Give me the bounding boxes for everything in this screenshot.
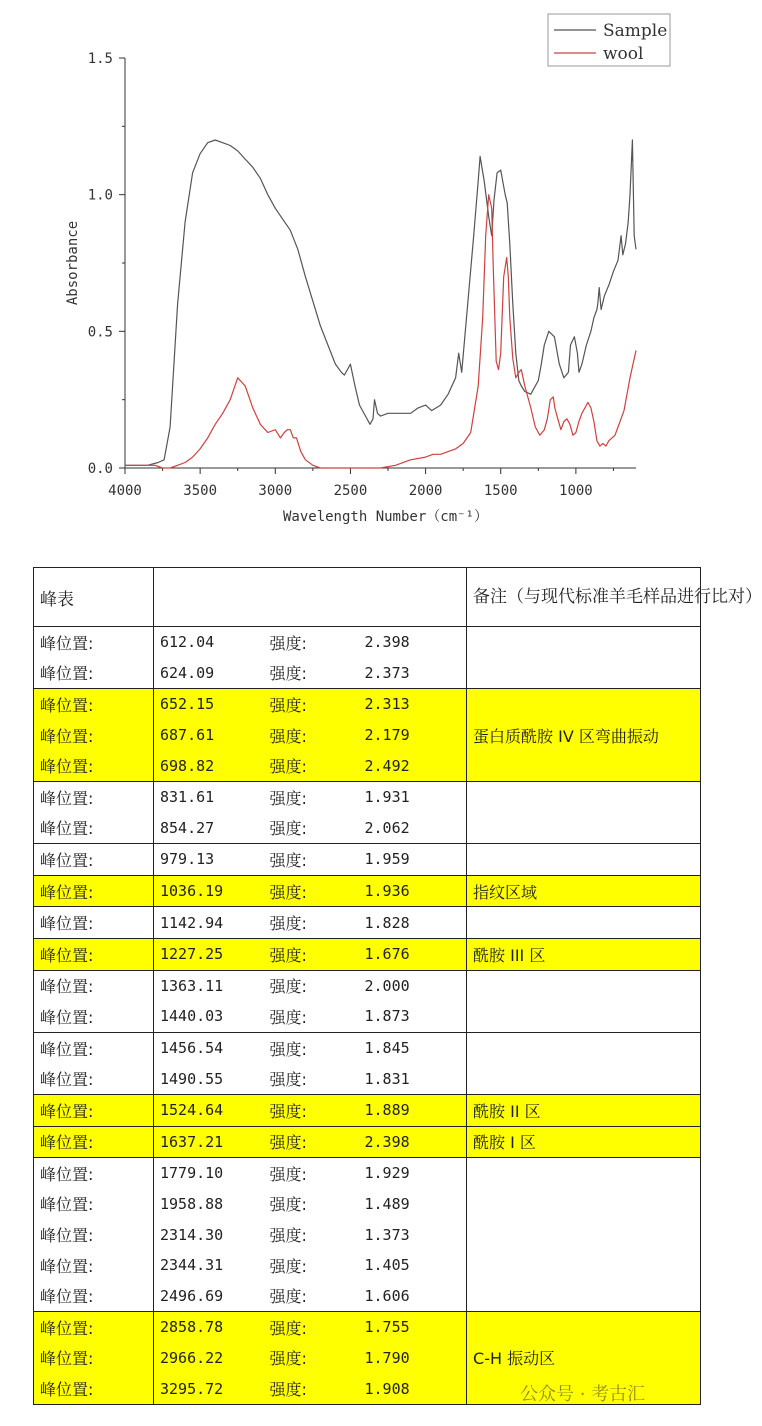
- note-cell: [467, 907, 701, 939]
- intensity-label: 强度:: [269, 1195, 307, 1215]
- peak-position-value: 1440.03: [160, 1007, 224, 1026]
- note-cell: 酰胺 II 区: [467, 1094, 701, 1126]
- peak-position-value: 1524.64: [154, 1094, 264, 1126]
- intensity-label: 强度:: [264, 844, 359, 876]
- intensity-label: 强度:: [264, 720, 359, 751]
- x-tick-label: 3500: [183, 483, 218, 499]
- y-tick-label: 0.5: [87, 324, 113, 341]
- peak-position-value: 979.13: [154, 844, 264, 876]
- peak-position-value: 2966.22: [154, 1343, 264, 1374]
- peak-position-label: 峰位置:: [34, 1280, 154, 1311]
- watermark: 公众号 · 考古汇: [520, 1384, 646, 1405]
- peak-position-label: 峰位置:: [34, 1094, 154, 1126]
- peak-position-value: 831.61: [154, 781, 264, 812]
- series-line-sample: [125, 140, 636, 465]
- x-tick-label: 1000: [559, 483, 593, 499]
- table-row: [34, 875, 701, 907]
- x-tick-label: 1500: [483, 483, 518, 499]
- table-header-row: [34, 568, 701, 627]
- peak-position-value: 1142.94: [154, 907, 264, 939]
- peak-position-label: 峰位置:: [34, 1312, 154, 1343]
- intensity-label: 强度:: [264, 1312, 359, 1343]
- peak-position-value: 1227.25: [154, 938, 264, 970]
- peak-position-value: 1456.54: [154, 1032, 264, 1063]
- intensity-label: 强度:: [264, 970, 359, 1001]
- peak-position-value: 652.15: [154, 689, 264, 720]
- intensity-value: 1.845: [359, 1032, 467, 1063]
- y-tick-label: 1.0: [87, 187, 113, 204]
- intensity-value: 2.313: [359, 689, 467, 720]
- legend-label-wool: wool: [603, 44, 644, 64]
- intensity-value: 2.492: [359, 750, 467, 781]
- peak-table-container: [33, 567, 762, 1405]
- intensity-label: 强度:: [264, 627, 359, 658]
- peak-position-label: 峰位置:: [34, 689, 154, 720]
- intensity-label: 强度:: [269, 1007, 307, 1027]
- intensity-value: 2.062: [359, 813, 467, 844]
- note-cell: [467, 970, 701, 1032]
- ftir-chart: [0, 0, 720, 540]
- series-line-wool: [125, 195, 636, 468]
- intensity-value: 1.908: [359, 1373, 467, 1404]
- peak-position-label: 峰位置:: [34, 1250, 154, 1281]
- y-tick-label: 0.0: [87, 461, 113, 477]
- peak-position-label: 峰位置:: [34, 1032, 154, 1063]
- intensity-value: 1.873: [359, 1001, 467, 1032]
- note-cell: [467, 1032, 701, 1094]
- x-axis-label: Wavelength Number（cm⁻¹）: [282, 509, 489, 525]
- peak-position-label: 峰位置:: [34, 938, 154, 970]
- intensity-value: 1.489: [359, 1189, 467, 1220]
- peak-position-label: 峰位置:: [34, 1158, 154, 1189]
- table-row: [34, 781, 701, 812]
- note-cell: [467, 1158, 701, 1312]
- note-header: 备注（与现代标准羊毛样品进行比对）: [467, 568, 701, 627]
- peak-position-value: 1490.55: [160, 1069, 224, 1088]
- peak-position-value: 1958.88: [160, 1194, 224, 1213]
- peak-position-label: 峰位置:: [34, 750, 154, 781]
- peak-position-value: 2344.31: [160, 1256, 224, 1275]
- intensity-label: 强度:: [264, 1032, 359, 1063]
- peak-position-label: 峰位置:: [34, 907, 154, 939]
- peak-position-label: 峰位置:: [34, 1189, 154, 1220]
- note-cell: [467, 627, 701, 689]
- intensity-label: 强度:: [264, 938, 359, 970]
- intensity-value: 1.831: [359, 1063, 467, 1094]
- intensity-value: 1.405: [359, 1250, 467, 1281]
- intensity-label: 强度:: [264, 1094, 359, 1126]
- intensity-value: 1.931: [359, 781, 467, 812]
- intensity-value: 1.606: [359, 1280, 467, 1311]
- header-blank-cell: [154, 568, 467, 627]
- intensity-value: 1.889: [359, 1094, 467, 1126]
- intensity-label: 强度:: [269, 664, 307, 684]
- chart-svg: [0, 0, 720, 540]
- x-tick-label: 4000: [108, 483, 142, 499]
- intensity-value: 2.373: [359, 658, 467, 689]
- note-cell: 酰胺 I 区: [467, 1126, 701, 1158]
- peak-position-value: 1779.10: [154, 1158, 264, 1189]
- note-cell: 酰胺 III 区: [467, 938, 701, 970]
- peak-position-label: 峰位置:: [34, 658, 154, 689]
- x-tick-label: 2500: [333, 483, 368, 499]
- peak-position-value: 624.09: [160, 663, 215, 682]
- peak-position-value: 1363.11: [154, 970, 264, 1001]
- intensity-value: 1.790: [359, 1343, 467, 1374]
- x-tick-label: 2000: [408, 483, 443, 499]
- peak-position-value: 2858.78: [154, 1312, 264, 1343]
- note-cell: 蛋白质酰胺 IV 区弯曲振动: [467, 689, 701, 782]
- peak-position-label: 峰位置:: [34, 1343, 154, 1374]
- intensity-value: 1.755: [359, 1312, 467, 1343]
- table-row: [34, 938, 701, 970]
- table-row: [34, 844, 701, 876]
- intensity-value: 1.936: [359, 875, 467, 907]
- intensity-value: 1.676: [359, 938, 467, 970]
- intensity-label: 强度:: [269, 1226, 307, 1246]
- table-row: [34, 1158, 701, 1189]
- peak-position-label: 峰位置:: [34, 875, 154, 907]
- table-row: [34, 1094, 701, 1126]
- peak-position-label: 峰位置:: [34, 844, 154, 876]
- x-tick-label: 3000: [258, 483, 293, 499]
- intensity-value: 2.000: [359, 970, 467, 1001]
- table-row: [34, 970, 701, 1001]
- table-title: 峰表: [34, 568, 154, 627]
- peak-position-label: 峰位置:: [34, 1126, 154, 1158]
- intensity-label: 强度:: [269, 1070, 307, 1090]
- peak-position-value: 612.04: [154, 627, 264, 658]
- intensity-label: 强度:: [269, 819, 307, 839]
- peak-position-label: 峰位置:: [34, 970, 154, 1001]
- intensity-value: 1.373: [359, 1219, 467, 1250]
- note-cell: C-H 振动区: [467, 1312, 701, 1405]
- peak-position-value: 687.61: [154, 720, 264, 751]
- intensity-label: 强度:: [264, 875, 359, 907]
- note-cell: 指纹区域: [467, 875, 701, 907]
- peak-position-value: 2496.69: [160, 1286, 224, 1305]
- intensity-label: 强度:: [269, 1287, 307, 1307]
- intensity-label: 强度:: [264, 750, 359, 781]
- intensity-value: 1.959: [359, 844, 467, 876]
- peak-position-value: 3295.72: [154, 1373, 264, 1404]
- intensity-value: 2.179: [359, 720, 467, 751]
- intensity-label: 强度:: [264, 907, 359, 939]
- intensity-label: 强度:: [264, 1158, 359, 1189]
- y-axis-label: Absorbance: [65, 220, 81, 306]
- intensity-label: 强度:: [264, 1126, 359, 1158]
- y-tick-label: 1.5: [87, 51, 113, 67]
- intensity-label: 强度:: [264, 1343, 359, 1374]
- peak-position-label: 峰位置:: [34, 720, 154, 751]
- peak-position-label: 峰位置:: [34, 781, 154, 812]
- intensity-label: 强度:: [264, 781, 359, 812]
- table-row: [34, 627, 701, 658]
- legend-label-sample: Sample: [603, 21, 668, 41]
- intensity-label: 强度:: [269, 1256, 307, 1276]
- note-cell: [467, 844, 701, 876]
- peak-position-label: 峰位置:: [34, 1001, 154, 1032]
- peak-table: [33, 567, 762, 1405]
- table-row: [34, 689, 701, 720]
- peak-position-value: 854.27: [160, 818, 215, 837]
- table-row: [34, 1126, 701, 1158]
- peak-position-label: 峰位置:: [34, 1219, 154, 1250]
- peak-position-label: 峰位置:: [34, 1373, 154, 1404]
- intensity-label: 强度:: [264, 689, 359, 720]
- peak-position-label: 峰位置:: [34, 813, 154, 844]
- peak-position-value: 1637.21: [154, 1126, 264, 1158]
- peak-position-value: 698.82: [154, 750, 264, 781]
- table-row: [34, 907, 701, 939]
- table-row: [34, 1032, 701, 1063]
- intensity-label: 强度:: [264, 1373, 359, 1404]
- peak-position-value: 1036.19: [154, 875, 264, 907]
- peak-position-value: 2314.30: [160, 1225, 224, 1244]
- table-row: [34, 1312, 701, 1343]
- intensity-value: 2.398: [359, 1126, 467, 1158]
- peak-position-label: 峰位置:: [34, 627, 154, 658]
- peak-position-label: 峰位置:: [34, 1063, 154, 1094]
- note-cell: [467, 781, 701, 843]
- intensity-value: 2.398: [359, 627, 467, 658]
- intensity-value: 1.828: [359, 907, 467, 939]
- intensity-value: 1.929: [359, 1158, 467, 1189]
